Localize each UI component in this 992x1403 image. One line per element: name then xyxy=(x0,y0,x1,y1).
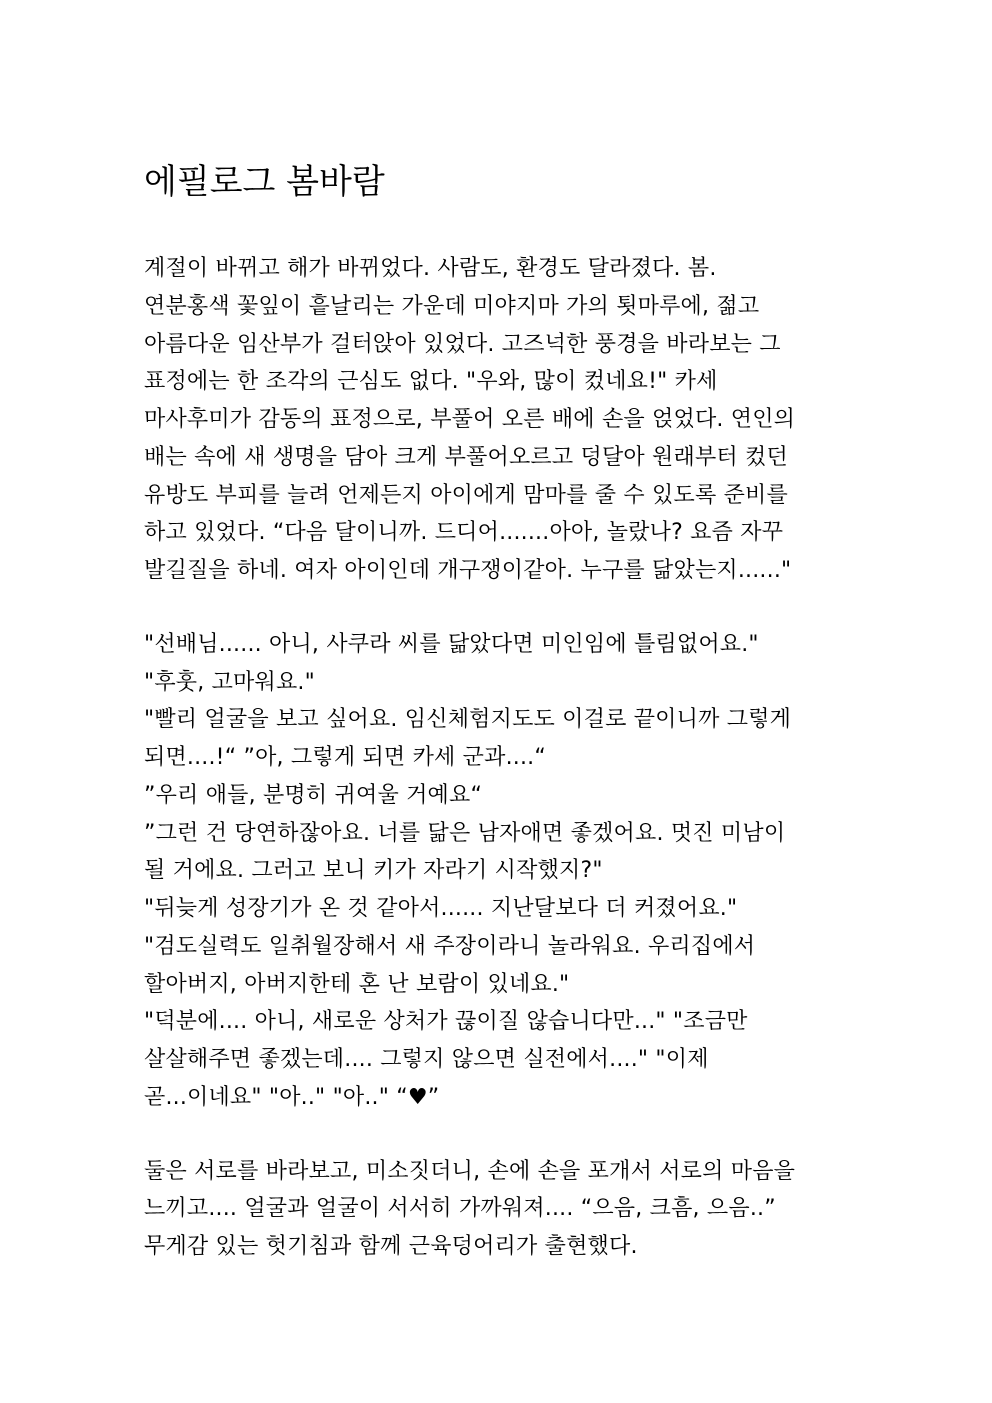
text-line: 유방도 부피를 늘려 언제든지 아이에게 맘마를 줄 수 있도록 준비를 xyxy=(144,482,788,508)
text-line: "뒤늦게 성장기가 온 것 같아서...... 지난달보다 더 커졌어요." xyxy=(144,896,738,921)
text-line: "검도실력도 일취월장해서 새 주장이라니 놀라워요. 우리집에서 xyxy=(144,933,756,959)
text-line: 발길질을 하네. 여자 아이인데 개구쟁이같아. 누구를 닮았는지......" xyxy=(144,558,792,583)
text-line: 살살해주면 좋겠는데.... 그렇지 않으면 실전에서...." "이제 xyxy=(144,1047,709,1072)
text-line: 아름다운 임산부가 걸터앉아 있었다. 고즈넉한 풍경을 바라보는 그 xyxy=(144,331,781,357)
text-line: "빨리 얼굴을 보고 싶어요. 임신체험지도도 이걸로 끝이니까 그렇게 xyxy=(144,707,792,733)
text-line: "덕분에.... 아니, 새로운 상처가 끊이질 않습니다만..." "조금만 xyxy=(144,1009,748,1035)
paragraph-1 xyxy=(144,250,864,590)
text-line: 할아버지, 아버지한테 혼 난 보람이 있네요." xyxy=(144,971,570,997)
text-line: ”그런 건 당연하잖아요. 너를 닮은 남자애면 좋겠어요. 멋진 미남이 xyxy=(144,820,786,846)
text-line: 마사후미가 감동의 표정으로, 부풀어 오른 배에 손을 얹었다. 연인의 xyxy=(144,407,796,432)
document-body xyxy=(144,250,864,1302)
text-line: "후훗, 고마워요." xyxy=(144,669,315,695)
text-line: ”우리 애들, 분명히 귀여울 거예요“ xyxy=(144,782,483,808)
text-line: 연분홍색 꽃잎이 흩날리는 가운데 미야지마 가의 툇마루에, 젊고 xyxy=(144,293,760,319)
text-line: 될 거에요. 그러고 보니 키가 자라기 시작했지?" xyxy=(144,858,603,884)
text-line: 표정에는 한 조각의 근심도 없다. "우와, 많이 컸네요!" 카세 xyxy=(144,369,718,395)
paragraph-3 xyxy=(144,1153,864,1266)
text-line: 계절이 바뀌고 해가 바뀌었다. 사람도, 환경도 달라졌다. 봄. xyxy=(144,256,717,281)
text-line: 배는 속에 새 생명을 담아 크게 부풀어오르고 덩달아 원래부터 컸던 xyxy=(144,444,788,470)
text-line: 하고 있었다. “다음 달이니까. 드디어.......아아, 놀랐나? 요즘 자꾸 xyxy=(144,520,784,546)
chapter-title: 에필로그 봄바람 xyxy=(144,162,385,202)
paragraph-2 xyxy=(144,626,864,1117)
text-line: "선배님...... 아니, 사쿠라 씨를 닮았다면 미인임에 틀림없어요." xyxy=(144,631,759,657)
text-line: 둘은 서로를 바라보고, 미소짓더니, 손에 손을 포개서 서로의 마음을 xyxy=(144,1158,796,1184)
text-line: 곧...이네요" "아.." "아.." “♥” xyxy=(144,1084,440,1110)
text-line: 무게감 있는 헛기침과 함께 근육덩어리가 출현했다. xyxy=(144,1234,638,1259)
text-line: 되면....!“ ”아, 그렇게 되면 카세 군과....“ xyxy=(144,745,546,770)
text-line: 느끼고.... 얼굴과 얼굴이 서서히 가까워져.... “으음, 크흠, 으음..” xyxy=(144,1196,776,1222)
